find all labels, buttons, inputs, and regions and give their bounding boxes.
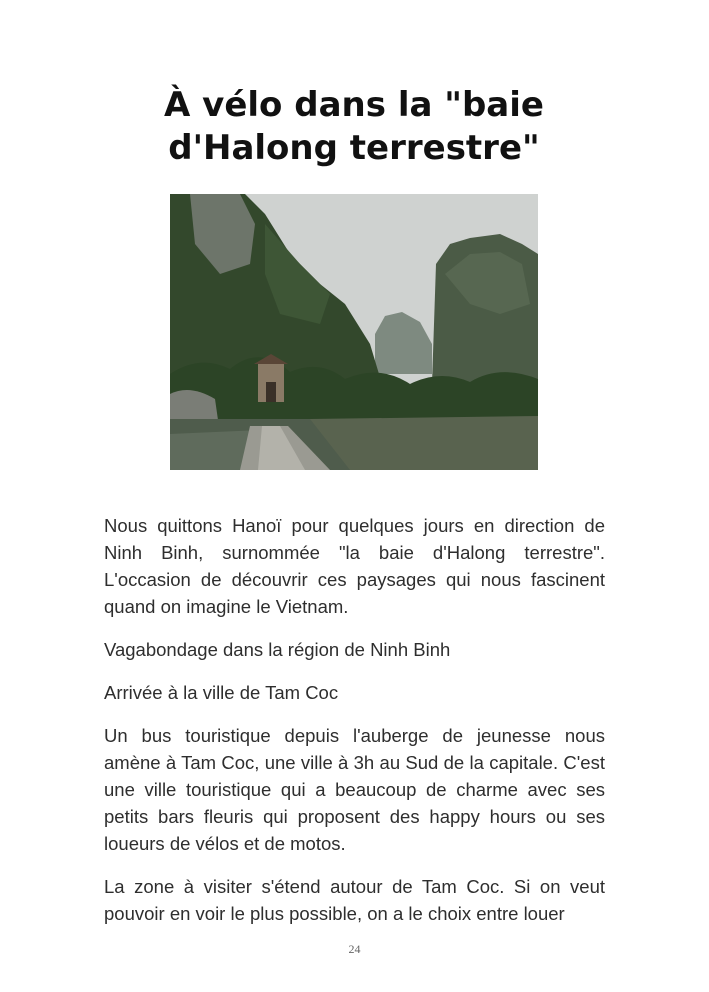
paragraph-intro: Nous quittons Hanoï pour quelques jours en direction de Ninh Binh, surnommée "la baie d'Halong terrestre". L'occasion de découvrir ces paysages qui nous fascinent quand on imagine le Vietnam.	[104, 515, 605, 617]
paragraph-zone: La zone à visiter s'étend autour de Tam Coc. Si on veut pouvoir en voir le plus possible, on a le choix entre louer	[104, 876, 605, 924]
page-number: 24	[348, 942, 361, 956]
article-body	[104, 512, 605, 943]
paragraph-subheading-arrival: Arrivée à la ville de Tam Coc	[104, 682, 339, 703]
paragraph-subheading-region: Vagabondage dans la région de Ninh Binh	[104, 639, 451, 660]
paragraph-bus: Un bus touristique depuis l'auberge de jeunesse nous amène à Tam Coc, une ville à 3h au Sud de la capitale. C'est une ville touristique qui a beaucoup de charme avec ses petits bars fleuris qui proposent des happy hours ou ses loueurs de vélos et de motos.	[104, 725, 605, 854]
page-title: À vélo dans la "baie d'Halong terrestre"	[164, 85, 544, 168]
karst-landscape-photo	[170, 194, 538, 470]
